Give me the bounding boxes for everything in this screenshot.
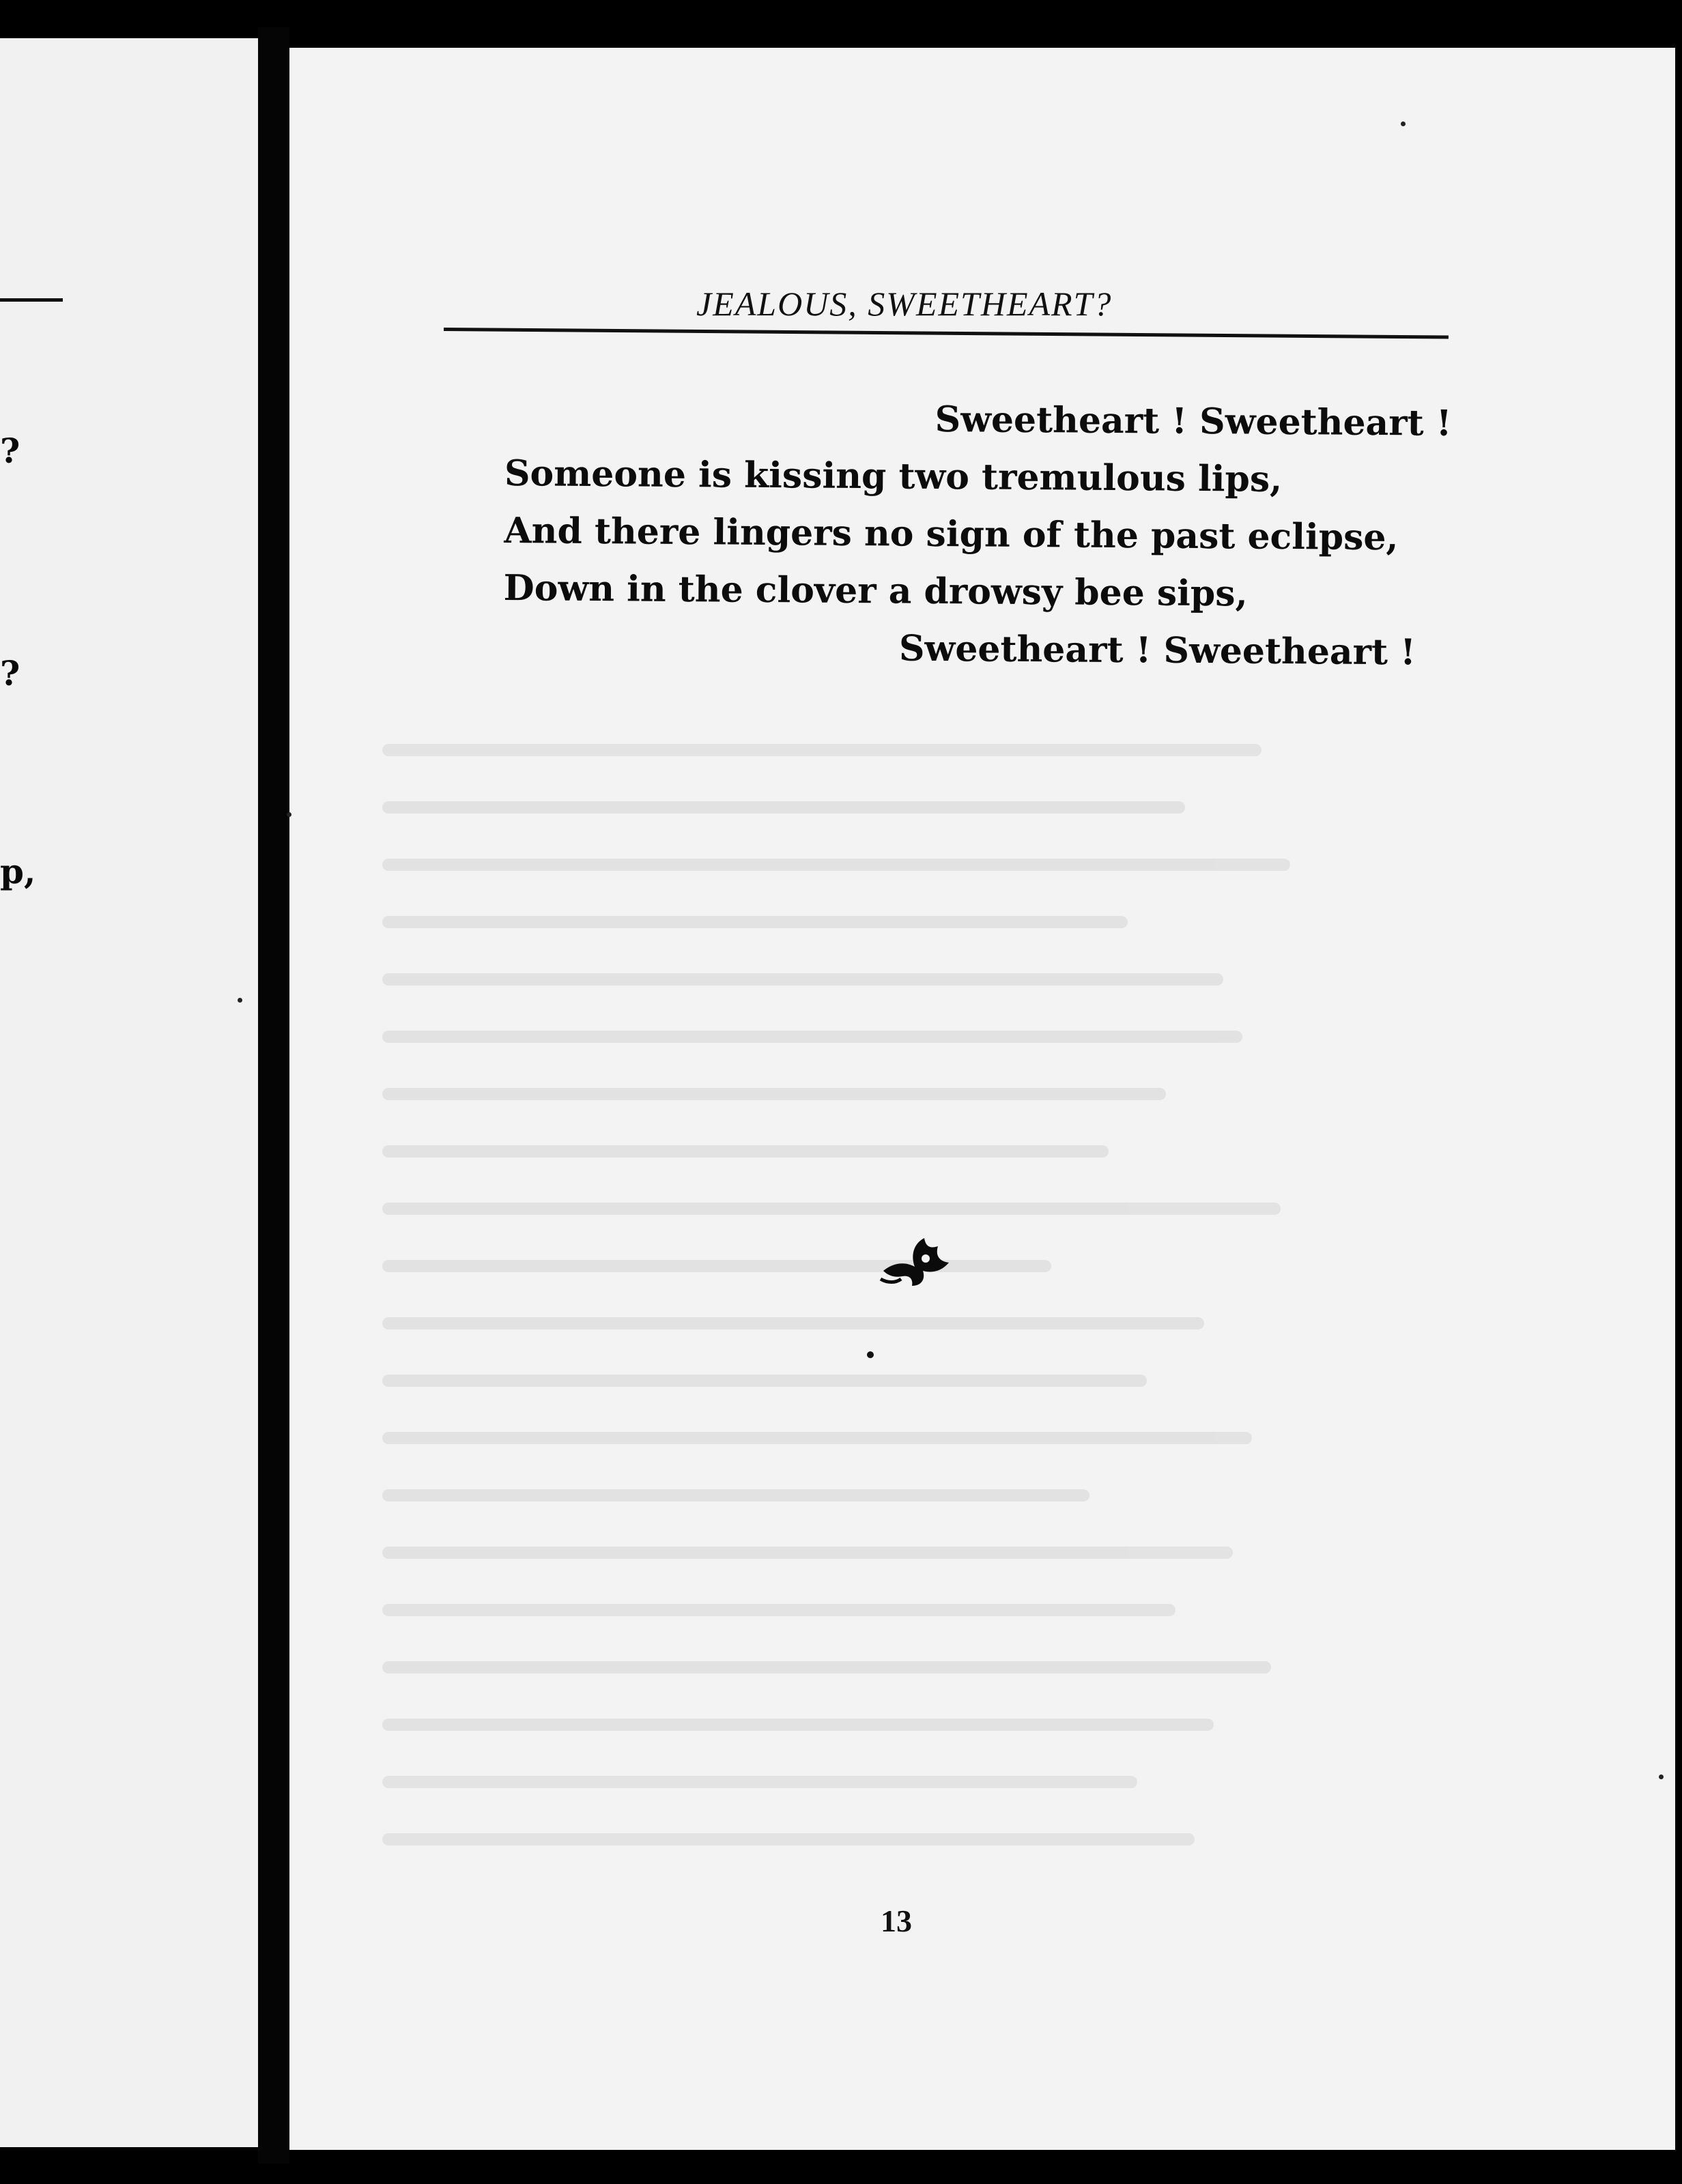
verse-line: Sweetheart ! Sweetheart ! [898, 627, 1416, 674]
left-page [0, 38, 258, 2147]
bleed-through-texture [382, 744, 1338, 1904]
page-number: 13 [881, 1903, 912, 1938]
verse-line: Down in the clover a drowsy bee sips, [503, 566, 1248, 615]
verse-stanza [503, 388, 1452, 681]
verse-line: And there lingers no sign of the past eclipse, [504, 509, 1399, 559]
verse-line: Someone is kissing two tremulous lips, [504, 452, 1283, 500]
scan-speck [287, 812, 291, 817]
scan-speck [238, 998, 242, 1003]
verse-line: Sweetheart ! Sweetheart ! [935, 398, 1452, 444]
running-head: JEALOUS, SWEETHEART? [696, 285, 1113, 323]
leaf-fleuron-icon [878, 1228, 953, 1290]
ink-dot [867, 1351, 874, 1358]
scan-speck [1659, 1774, 1664, 1779]
left-page-fragment: ? [0, 653, 20, 693]
book-gutter [258, 27, 289, 2164]
left-page-header-rule [0, 298, 63, 302]
left-page-fragment: p, [0, 851, 36, 891]
scan-speck [1401, 121, 1406, 126]
left-page-fragment: ? [0, 431, 20, 471]
